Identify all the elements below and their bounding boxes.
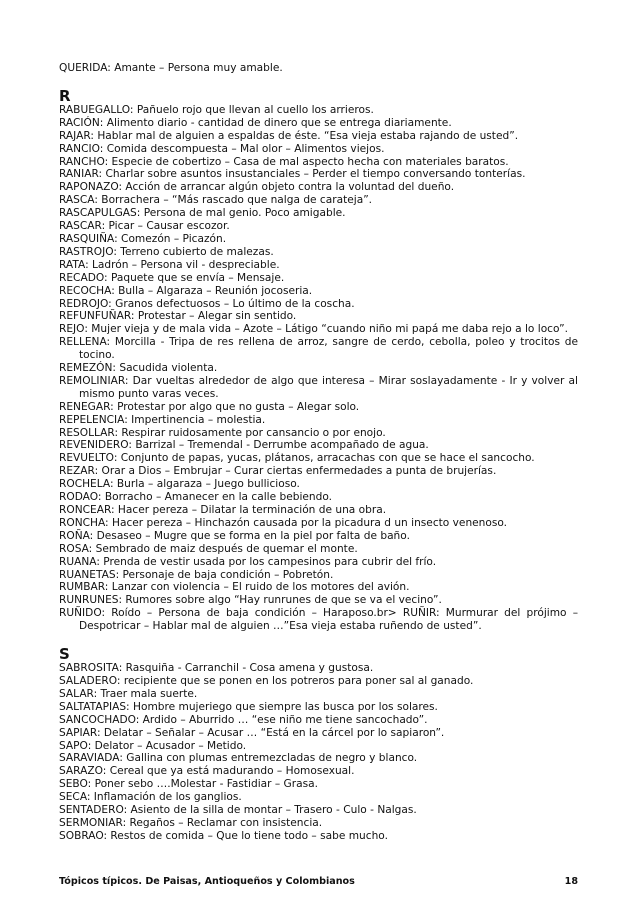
glossary-entry: REVUELTO: Conjunto de papas, yucas, plátanos, arracachas con que se hace el sancocho. bbox=[59, 452, 535, 465]
glossary-entry: SECA: Inflamación de los ganglios. bbox=[59, 791, 242, 804]
glossary-entry: SARAZO: Cereal que ya está madurando – Homosexual. bbox=[59, 765, 355, 778]
glossary-entry: SANCOCHADO: Ardido – Aburrido … “ese niño me tiene sancochado”. bbox=[59, 713, 428, 726]
glossary-entry: RUÑIDO: Roído – Persona de baja condición – Haraposo.br> RUÑIR: Murmurar del prójimo – Despotricar – Hablar mal de alguien …”Esa vieja estaba ruñendo de usted”. bbox=[59, 607, 578, 633]
glossary-entry: RELLENA: Morcilla - Tripa de res rellena de arroz, sangre de cerdo, cebolla, poleo y trocitos de tocino. bbox=[59, 336, 578, 362]
glossary-entry: SAPIAR: Delatar – Señalar – Acusar … “Está en la cárcel por lo sapiaron”. bbox=[59, 726, 445, 739]
glossary-entry: RASCAR: Picar – Causar escozor. bbox=[59, 220, 230, 233]
glossary-entry: ROÑA: Desaseo – Mugre que se forma en la piel por falta de baño. bbox=[59, 529, 410, 542]
glossary-entry: RONCEAR: Hacer pereza – Dilatar la terminación de una obra. bbox=[59, 504, 387, 516]
glossary-entry: RAJAR: Hablar mal de alguien a espaldas de éste. “Esa vieja estaba rajando de usted”. bbox=[59, 129, 519, 142]
glossary-entry: RESOLLAR: Respirar ruidosamente por cansancio o por enojo. bbox=[59, 426, 386, 439]
glossary-entry: RECADO: Paquete que se envía – Mensaje. bbox=[59, 271, 285, 284]
glossary-entry: RUANETAS: Personaje de baja condición – Pobretón. bbox=[59, 568, 334, 581]
glossary-entry: ROSA: Sembrado de maiz después de quemar el monte. bbox=[59, 542, 358, 555]
glossary-entry: RAPONAZO: Acción de arrancar algún objeto contra la voluntad del dueño. bbox=[59, 181, 455, 194]
glossary-entry: REMEZÓN: Sacudida violenta. bbox=[59, 362, 218, 375]
glossary-entry: RASCAPULGAS: Persona de mal genio. Poco amigable. bbox=[59, 207, 346, 220]
glossary-entry: SARAVIADA: Gallina con plumas entremezcladas de negro y blanco. bbox=[59, 752, 418, 765]
page-number: 18 bbox=[564, 876, 578, 887]
glossary-entry: REJO: Mujer vieja y de mala vida – Azote – Látigo “cuando niño mi papá me daba rejo a lo loco”. bbox=[59, 323, 568, 336]
glossary-entry: RENEGAR: Protestar por algo que no gusta – Alegar solo. bbox=[59, 400, 360, 413]
glossary-entry: REFUNFUÑAR: Protestar – Alegar sin sentido. bbox=[59, 310, 297, 323]
section-letter-s: S bbox=[59, 645, 70, 664]
glossary-entry: ROCHELA: Burla – algaraza – Juego bullicioso. bbox=[59, 478, 300, 491]
glossary-entry: RODAO: Borracho – Amanecer en la calle bebiendo. bbox=[59, 491, 333, 504]
page-footer bbox=[59, 876, 578, 887]
glossary-entry: QUERIDA: Amante – Persona muy amable. bbox=[59, 62, 283, 74]
glossary-entry: RUNRUNES: Rumores sobre algo “Hay runrunes de que se va el vecino”. bbox=[59, 594, 442, 607]
glossary-entry: RUANA: Prenda de vestir usada por los campesinos para cubrir del frío. bbox=[59, 555, 437, 568]
glossary-entry: SAPO: Delator – Acusador – Metido. bbox=[59, 739, 247, 752]
glossary-entry: RASQUIÑA: Comezón – Picazón. bbox=[59, 232, 227, 245]
section-letter-r: R bbox=[59, 86, 71, 105]
glossary-entry: RATA: Ladrón – Persona vil - despreciable. bbox=[59, 258, 280, 271]
glossary-entry: REPELENCIA: Impertinencia – molestia. bbox=[59, 413, 266, 426]
glossary-entry: SALAR: Traer mala suerte. bbox=[59, 687, 198, 700]
glossary-entry: RASCA: Borrachera – “Más rascado que nalga de carateja”. bbox=[59, 194, 373, 207]
q-section bbox=[59, 62, 578, 75]
glossary-entry: SABROSITA: Rasquiña - Carranchil - Cosa amena y gustosa. bbox=[59, 662, 374, 675]
glossary-entry: SENTADERO: Asiento de la silla de montar – Trasero - Culo - Nalgas. bbox=[59, 804, 417, 817]
glossary-entry: SALTATAPIAS: Hombre mujeriego que siempre las busca por los solares. bbox=[59, 700, 438, 713]
glossary-entry: REVENIDERO: Barrizal – Tremendal - Derrumbe acompañado de agua. bbox=[59, 439, 429, 452]
glossary-entry: RANCIO: Comida descompuesta – Mal olor – Alimentos viejos. bbox=[59, 142, 385, 155]
glossary-entry: RECOCHA: Bulla – Algaraza – Reunión jocoseria. bbox=[59, 284, 313, 297]
glossary-entry: SALADERO: recipiente que se ponen en los potreros para poner sal al ganado. bbox=[59, 674, 474, 687]
glossary-entry: SERMONIAR: Regaños – Reclamar con insistencia. bbox=[59, 816, 323, 829]
glossary-entry: RUMBAR: Lanzar con violencia – El ruido de los motores del avión. bbox=[59, 581, 410, 594]
glossary-entry: RONCHA: Hacer pereza – Hinchazón causada por la picadura d un insecto venenoso. bbox=[59, 516, 508, 529]
glossary-entry: REZAR: Orar a Dios – Embrujar – Curar ciertas enfermedades a punta de brujerías. bbox=[59, 465, 497, 478]
glossary-entry: RABUEGALLO: Pañuelo rojo que llevan al cuello los arrieros. bbox=[59, 103, 374, 116]
glossary-entry: RACIÓN: Alimento diario - cantidad de dinero que se entrega diariamente. bbox=[59, 116, 452, 129]
glossary-entry: RASTROJO: Terreno cubierto de malezas. bbox=[59, 245, 274, 258]
glossary-entry: RANCHO: Especie de cobertizo – Casa de mal aspecto hecha con materiales baratos. bbox=[59, 155, 509, 168]
document-page bbox=[59, 62, 578, 843]
glossary-entry: RANIAR: Charlar sobre asuntos insustanciales – Perder el tiempo conversando tonterías. bbox=[59, 168, 526, 181]
glossary-entry: SEBO: Poner sebo ….Molestar - Fastidiar – Grasa. bbox=[59, 778, 318, 791]
glossary-entry: REDROJO: Granos defectuosos – Lo último de la coscha. bbox=[59, 297, 355, 310]
r-section bbox=[59, 104, 578, 633]
glossary-entry: REMOLINIAR: Dar vueltas alrededor de algo que interesa – Mirar soslayadamente - Ir y volver al mismo punto varas veces. bbox=[59, 374, 578, 400]
s-section bbox=[59, 662, 578, 843]
glossary-entry: SOBRAO: Restos de comida – Que lo tiene todo – sabe mucho. bbox=[59, 829, 388, 842]
footer-title: Tópicos típicos. De Paisas, Antioqueños y Colombianos bbox=[59, 876, 355, 887]
